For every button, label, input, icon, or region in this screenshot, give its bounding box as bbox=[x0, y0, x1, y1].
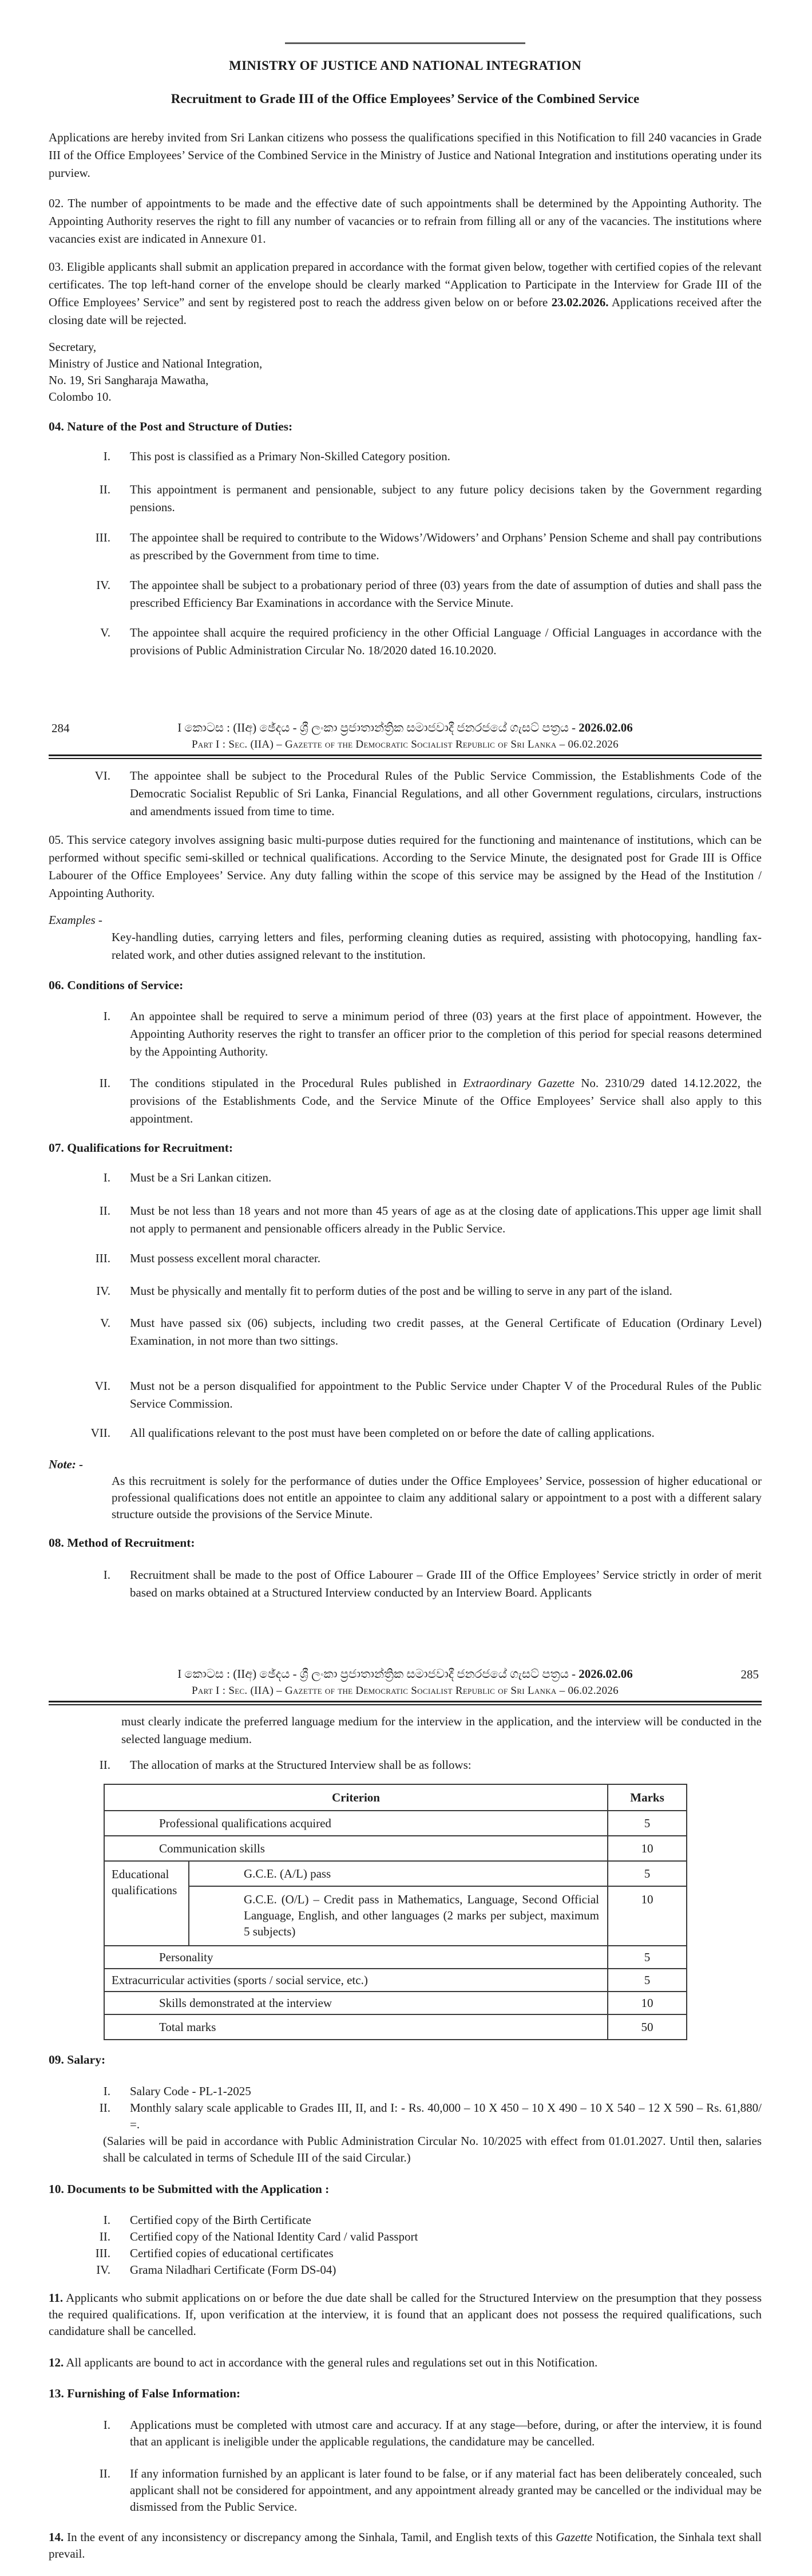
item-text: Certified copy of the National Identity Card / valid Passport bbox=[130, 2230, 418, 2243]
list-item bbox=[49, 1282, 762, 1300]
item-text: Must have passed six (06) subjects, including two credit passes, at the General Certificate of Education (Ordinary Level) Examination, in not more than two sittings. bbox=[130, 1316, 762, 1348]
section-04-heading: 04. Nature of the Post and Structure of Duties: bbox=[49, 420, 293, 433]
item-numeral: I. bbox=[103, 1568, 110, 1582]
item-numeral: II. bbox=[99, 2101, 110, 2115]
address-line-secretary: Secretary, bbox=[49, 340, 97, 354]
list-item bbox=[49, 1756, 762, 1774]
list-item bbox=[49, 2212, 762, 2229]
table-row bbox=[104, 1946, 687, 1969]
running-head-sinhala bbox=[49, 1665, 762, 1683]
criterion-cell: Skills demonstrated at the interview bbox=[104, 1992, 608, 2014]
item-numeral: I. bbox=[103, 449, 110, 463]
paragraph-03 bbox=[49, 258, 762, 329]
item-text: An appointee shall be required to serve a minimum period of three (03) years at the first place of appointment. However, the Appointing Authority reserves the right to transfer an officer prior to the completion of this period for special reasons determined by the Appointing Authority. bbox=[130, 1009, 762, 1058]
paragraph-14 bbox=[49, 2529, 762, 2562]
marks-column-header: Marks bbox=[608, 1784, 687, 1811]
list-item bbox=[49, 576, 762, 612]
item-text: Grama Niladhari Certificate (Form DS-04) bbox=[130, 2263, 336, 2277]
section-08-item-1-continuation: must clearly indicate the preferred language medium for the interview in the application, and the interview will be conducted in the selected language medium. bbox=[121, 1714, 762, 1746]
section-10-heading: 10. Documents to be Submitted with the Application : bbox=[49, 2182, 330, 2196]
postal-address-block bbox=[49, 339, 762, 405]
running-head-english: Part I : Sec. (IIA) – Gazette of the Democratic Socialist Republic of Sri Lanka – 06.02.2026 bbox=[192, 1685, 619, 1697]
criterion-cell: Total marks bbox=[104, 2014, 608, 2040]
item-text: Monthly salary scale applicable to Grades III, II, and I: - Rs. 40,000 – 10 X 450 – 10 X 490 – 10 X 540 – 12 X 590 – Rs. 61,880/ =. bbox=[130, 2101, 762, 2131]
list-item bbox=[49, 2245, 762, 2262]
marks-cell: 5 bbox=[608, 1861, 687, 1886]
marks-cell: 10 bbox=[608, 1836, 687, 1861]
paragraph-14-tail: Notification, the Sinhala text shall prevail. bbox=[49, 2530, 762, 2561]
item-numeral: III. bbox=[95, 1251, 110, 1265]
paragraph-14-text: In the event of any inconsistency or discrepancy among the Sinhala, Tamil, and English texts of this bbox=[64, 2530, 556, 2544]
item-text: This post is classified as a Primary Non-Skilled Category position. bbox=[130, 449, 450, 463]
address-line-city: Colombo 10. bbox=[49, 390, 112, 404]
double-rule bbox=[49, 1701, 762, 1705]
document-subtitle: Recruitment to Grade III of the Office Employees’ Service of the Combined Service bbox=[171, 92, 640, 106]
paragraph-12-text: All applicants are bound to act in accordance with the general rules and regulations set out in this Notification. bbox=[64, 2356, 598, 2369]
page-number-285: 285 bbox=[740, 1668, 759, 1681]
running-head-sinhala-date: 2026.02.06 bbox=[579, 1667, 633, 1681]
list-item bbox=[49, 2262, 762, 2278]
marks-cell: 10 bbox=[608, 1886, 687, 1946]
item-numeral: IV. bbox=[96, 2263, 110, 2277]
item-text: Must be physically and mentally fit to perform duties of the post and be willing to serve in any part of the island. bbox=[130, 1284, 672, 1298]
criterion-cell: G.C.E. (O/L) – Credit pass in Mathematics, Language, Second Official Language, English, and other languages (2 marks per subject, maximum 5 subjects) bbox=[189, 1886, 608, 1946]
running-head-sinhala-text: I කොටස : (IIඅ) ඡේදය - ශ්‍රී ලංකා ප්‍රජාතාන්ත්‍රික සමාජවාදී ජනරජයේ ගැසට් පත්‍රය - bbox=[177, 1667, 579, 1681]
item-text: The allocation of marks at the Structured Interview shall be as follows: bbox=[130, 1758, 472, 1772]
table-row bbox=[104, 2014, 687, 2040]
marks-cell: 5 bbox=[608, 1969, 687, 1992]
item-text: Must possess excellent moral character. bbox=[130, 1251, 320, 1265]
paragraph-12 bbox=[49, 2354, 762, 2371]
paragraph-14-number: 14. bbox=[49, 2530, 64, 2544]
item-text-pre: The conditions stipulated in the Procedural Rules published in bbox=[130, 1076, 464, 1090]
item-numeral: V. bbox=[100, 626, 110, 639]
note-body: As this recruitment is solely for the performance of duties under the Office Employees’ Service, possession of higher educational or professional qualifications does not entitle an appointee to claim any additional salary or appointment to a post with a different salary structure outside the provisions of the Service Minute. bbox=[112, 1474, 762, 1521]
table-row bbox=[104, 1836, 687, 1861]
list-item bbox=[49, 1169, 762, 1187]
examples-label: Examples - bbox=[49, 913, 102, 927]
item-text: Salary Code - PL-1-2025 bbox=[130, 2084, 251, 2098]
document-title: MINISTRY OF JUSTICE AND NATIONAL INTEGRATION bbox=[229, 58, 581, 73]
item-text-post: No. 2310/29 dated 14.12.2022, the provisions of the Establishments Code, and the Service Minute of the Office Employees’ Service shall also apply to this appointment. bbox=[130, 1076, 762, 1125]
marks-cell: 5 bbox=[608, 1946, 687, 1969]
table-row bbox=[104, 1992, 687, 2014]
paragraph-12-number: 12. bbox=[49, 2356, 64, 2369]
item-numeral: IV. bbox=[96, 1284, 110, 1298]
list-item bbox=[49, 448, 762, 465]
address-line-ministry: Ministry of Justice and National Integration, bbox=[49, 357, 263, 370]
top-divider-rule bbox=[285, 42, 525, 44]
item-text bbox=[110, 1074, 762, 1128]
double-rule bbox=[49, 754, 762, 759]
marks-cell: 10 bbox=[608, 1992, 687, 2014]
item-numeral: II. bbox=[99, 1076, 110, 1090]
list-item bbox=[49, 624, 762, 659]
gazette-italic: Gazette bbox=[556, 2530, 593, 2544]
list-item bbox=[49, 1202, 762, 1238]
item-numeral: II. bbox=[99, 1758, 110, 1772]
criterion-cell: Professional qualifications acquired bbox=[104, 1811, 608, 1836]
item-numeral: I. bbox=[103, 2418, 110, 2432]
item-numeral: III. bbox=[95, 2246, 110, 2260]
salary-circular-note: (Salaries will be paid in accordance with Public Administration Circular No. 10/2025 with effect from 01.01.2027. Until then, salaries shall be calculated in terms of Schedule III of the said Circular.) bbox=[103, 2134, 762, 2164]
paragraph-11 bbox=[49, 2290, 762, 2340]
item-text: The appointee shall be subject to the Procedural Rules of the Public Service Commission, the Establishments Code of the Democratic Socialist Republic of Sri Lanka, Financial Regulations, and all other Government regulations, circulars, instructions and amendments issued from time to time. bbox=[130, 769, 762, 818]
list-item bbox=[49, 1424, 762, 1442]
criterion-cell: Personality bbox=[104, 1946, 608, 1969]
criterion-column-header: Criterion bbox=[104, 1784, 608, 1811]
list-item bbox=[49, 1074, 762, 1128]
item-numeral: I. bbox=[103, 2084, 110, 2098]
paragraph-01: Applications are hereby invited from Sri Lankan citizens who possess the qualifications specified in this Notification to fill 240 vacancies in Grade III of the Office Employees’ Service of the Combined Service in the Ministry of Justice and National Integration and institutions operating under its purview. bbox=[49, 131, 762, 180]
list-item bbox=[49, 481, 762, 516]
item-text: Certified copy of the Birth Certificate bbox=[130, 2213, 311, 2227]
list-item bbox=[49, 2083, 762, 2100]
item-text: The appointee shall be subject to a probationary period of three (03) years from the date of assumption of duties and shall pass the prescribed Efficiency Bar Examinations in accordance with the Service Minute. bbox=[130, 578, 762, 610]
table-row bbox=[104, 1886, 687, 1946]
criterion-cell: Communication skills bbox=[104, 1836, 608, 1861]
item-text: All qualifications relevant to the post must have been completed on or before the date of calling applications. bbox=[130, 1426, 655, 1440]
section-06-heading: 06. Conditions of Service: bbox=[49, 978, 184, 992]
running-head-page-285 bbox=[49, 1665, 762, 1705]
table-row bbox=[104, 1969, 687, 1992]
item-numeral: III. bbox=[95, 531, 110, 544]
item-numeral: II. bbox=[99, 2230, 110, 2243]
educational-qualifications-group-cell: Educational qualifications bbox=[104, 1861, 189, 1946]
item-numeral: II. bbox=[99, 1204, 110, 1218]
item-text: Must be a Sri Lankan citizen. bbox=[130, 1171, 272, 1184]
item-numeral: VII. bbox=[90, 1426, 110, 1440]
extraordinary-gazette-italic: Extraordinary Gazette bbox=[463, 1076, 575, 1090]
address-line-street: No. 19, Sri Sangharaja Mawatha, bbox=[49, 373, 209, 387]
section-13-heading: 13. Furnishing of False Information: bbox=[49, 2387, 241, 2400]
item-numeral: II. bbox=[99, 2467, 110, 2480]
paragraph-02: 02. The number of appointments to be made and the effective date of such appointments shall be determined by the Appointing Authority. The Appointing Authority reserves the right to fill any number of vacancies or to refrain from filling all or any of the vacancies. The institutions where vacancies exist are indicated in Annexure 01. bbox=[49, 196, 762, 246]
list-item bbox=[49, 1377, 762, 1413]
item-numeral: I. bbox=[103, 1171, 110, 1184]
item-numeral: I. bbox=[103, 2213, 110, 2227]
item-text: Must not be a person disqualified for appointment to the Public Service under Chapter V of the Procedural Rules of the Public Service Commission. bbox=[130, 1379, 762, 1411]
item-numeral: V. bbox=[100, 1316, 110, 1330]
paragraph-05: 05. This service category involves assigning basic multi-purpose duties required for the functioning and maintenance of institutions, which can be performed without specific semi-skilled or technical qualifications. According to the Service Minute, the designated post for Grade III is Office Labourer of the Office Employees’ Service. Any duty falling within the scope of this service may be assigned by the Head of the Institution / Appointing Authority. bbox=[49, 833, 762, 900]
list-item bbox=[49, 1314, 762, 1350]
running-head-sinhala-date: 2026.02.06 bbox=[579, 721, 633, 734]
section-08-heading: 08. Method of Recruitment: bbox=[49, 1536, 195, 1550]
item-numeral: I. bbox=[103, 1009, 110, 1023]
item-text: The appointee shall acquire the required proficiency in the other Official Language / Official Languages in accordance with the provisions of Public Administration Circular No. 18/2020 dated 16.10.2020. bbox=[130, 626, 762, 657]
running-head-page-284 bbox=[49, 718, 762, 759]
list-item bbox=[49, 2417, 762, 2450]
table-header-row bbox=[104, 1784, 687, 1811]
paragraph-11-text: Applicants who submit applications on or before the due date shall be called for the Structured Interview on the presumption that they possess the required qualifications. If, upon verification at the interview, it is found that an applicant does not possess the required qualifications, such candidature shall be cancelled. bbox=[49, 2291, 762, 2338]
note-label: Note: - bbox=[49, 1457, 84, 1471]
section-09-heading: 09. Salary: bbox=[49, 2053, 106, 2067]
table-row bbox=[104, 1811, 687, 1836]
item-numeral: VI. bbox=[94, 769, 110, 783]
item-numeral: II. bbox=[99, 483, 110, 496]
criterion-cell: G.C.E. (A/L) pass bbox=[189, 1861, 608, 1886]
list-item bbox=[49, 2466, 762, 2515]
running-head-sinhala-text: I කොටස : (IIඅ) ඡේදය - ශ්‍රී ලංකා ප්‍රජාතාන්ත්‍රික සමාජවාදී ජනරජයේ ගැසට් පත්‍රය - bbox=[177, 721, 579, 734]
item-numeral: VI. bbox=[94, 1379, 110, 1393]
item-text: The appointee shall be required to contribute to the Widows’/Widowers’ and Orphans’ Pension Scheme and shall pay contributions as prescribed by the Government from time to time. bbox=[130, 531, 762, 562]
paragraph-03-tail: Applications received after the closing date will be rejected. bbox=[49, 295, 762, 327]
item-numeral: IV. bbox=[96, 578, 110, 592]
item-text: Must be not less than 18 years and not more than 45 years of age as at the closing date of applications.This upper age limit shall not apply to permanent and pensionable officers already in the Public Service. bbox=[130, 1204, 762, 1235]
running-head-sinhala bbox=[49, 718, 762, 737]
list-item bbox=[49, 767, 762, 820]
paragraph-03-text: 03. Eligible applicants shall submit an application prepared in accordance with the format given below, together with certified copies of the relevant certificates. The top left-hand corner of the envelope should be clearly marked “Application to Participate in the Interview for Grade III of the Office Employees’ Service” and sent by registered post to reach the address given below on or before bbox=[49, 260, 762, 309]
paragraph-11-number: 11. bbox=[49, 2291, 64, 2305]
closing-date: 23.02.2026. bbox=[551, 295, 609, 309]
marks-cell: 5 bbox=[608, 1811, 687, 1836]
page-number-284: 284 bbox=[52, 721, 70, 735]
list-item bbox=[49, 1250, 762, 1267]
item-text: Certified copies of educational certificates bbox=[130, 2246, 334, 2260]
item-text: Applications must be completed with utmost care and accuracy. If at any stage—before, during, or after the interview, it is found that an applicant is ineligible under the applicable regulations, the candidature may be cancelled. bbox=[130, 2418, 762, 2448]
marks-cell: 50 bbox=[608, 2014, 687, 2040]
item-text: This appointment is permanent and pensionable, subject to any future policy decisions taken by the Government regarding pensions. bbox=[130, 483, 762, 514]
list-item bbox=[49, 2100, 762, 2133]
table-row bbox=[104, 1861, 687, 1886]
marks-allocation-table bbox=[104, 1784, 687, 2040]
list-item bbox=[49, 2229, 762, 2245]
list-item bbox=[49, 1566, 762, 1602]
item-text: If any information furnished by an applicant is later found to be false, or if any material fact has been deliberately concealed, such applicant shall not be considered for appointment, and any appointment already granted may be cancelled or the individual may be dismissed from the Public Service. bbox=[130, 2467, 762, 2514]
list-item bbox=[49, 529, 762, 564]
list-item bbox=[49, 1008, 762, 1061]
criterion-cell: Extracurricular activities (sports / social service, etc.) bbox=[104, 1969, 608, 1992]
running-head-english: Part I : Sec. (IIA) – Gazette of the Democratic Socialist Republic of Sri Lanka – 06.02.2026 bbox=[192, 738, 619, 750]
examples-body: Key-handling duties, carrying letters and files, performing cleaning duties as required, assisting with photocopying, handling fax-related work, and other duties assigned relevant to the institution. bbox=[112, 930, 762, 962]
section-07-heading: 07. Qualifications for Recruitment: bbox=[49, 1141, 233, 1155]
item-text: Recruitment shall be made to the post of Office Labourer – Grade III of the Office Employees’ Service strictly in order of merit based on marks obtained at a Structured Interview conducted by an Interview Board. Applicants bbox=[130, 1568, 762, 1599]
